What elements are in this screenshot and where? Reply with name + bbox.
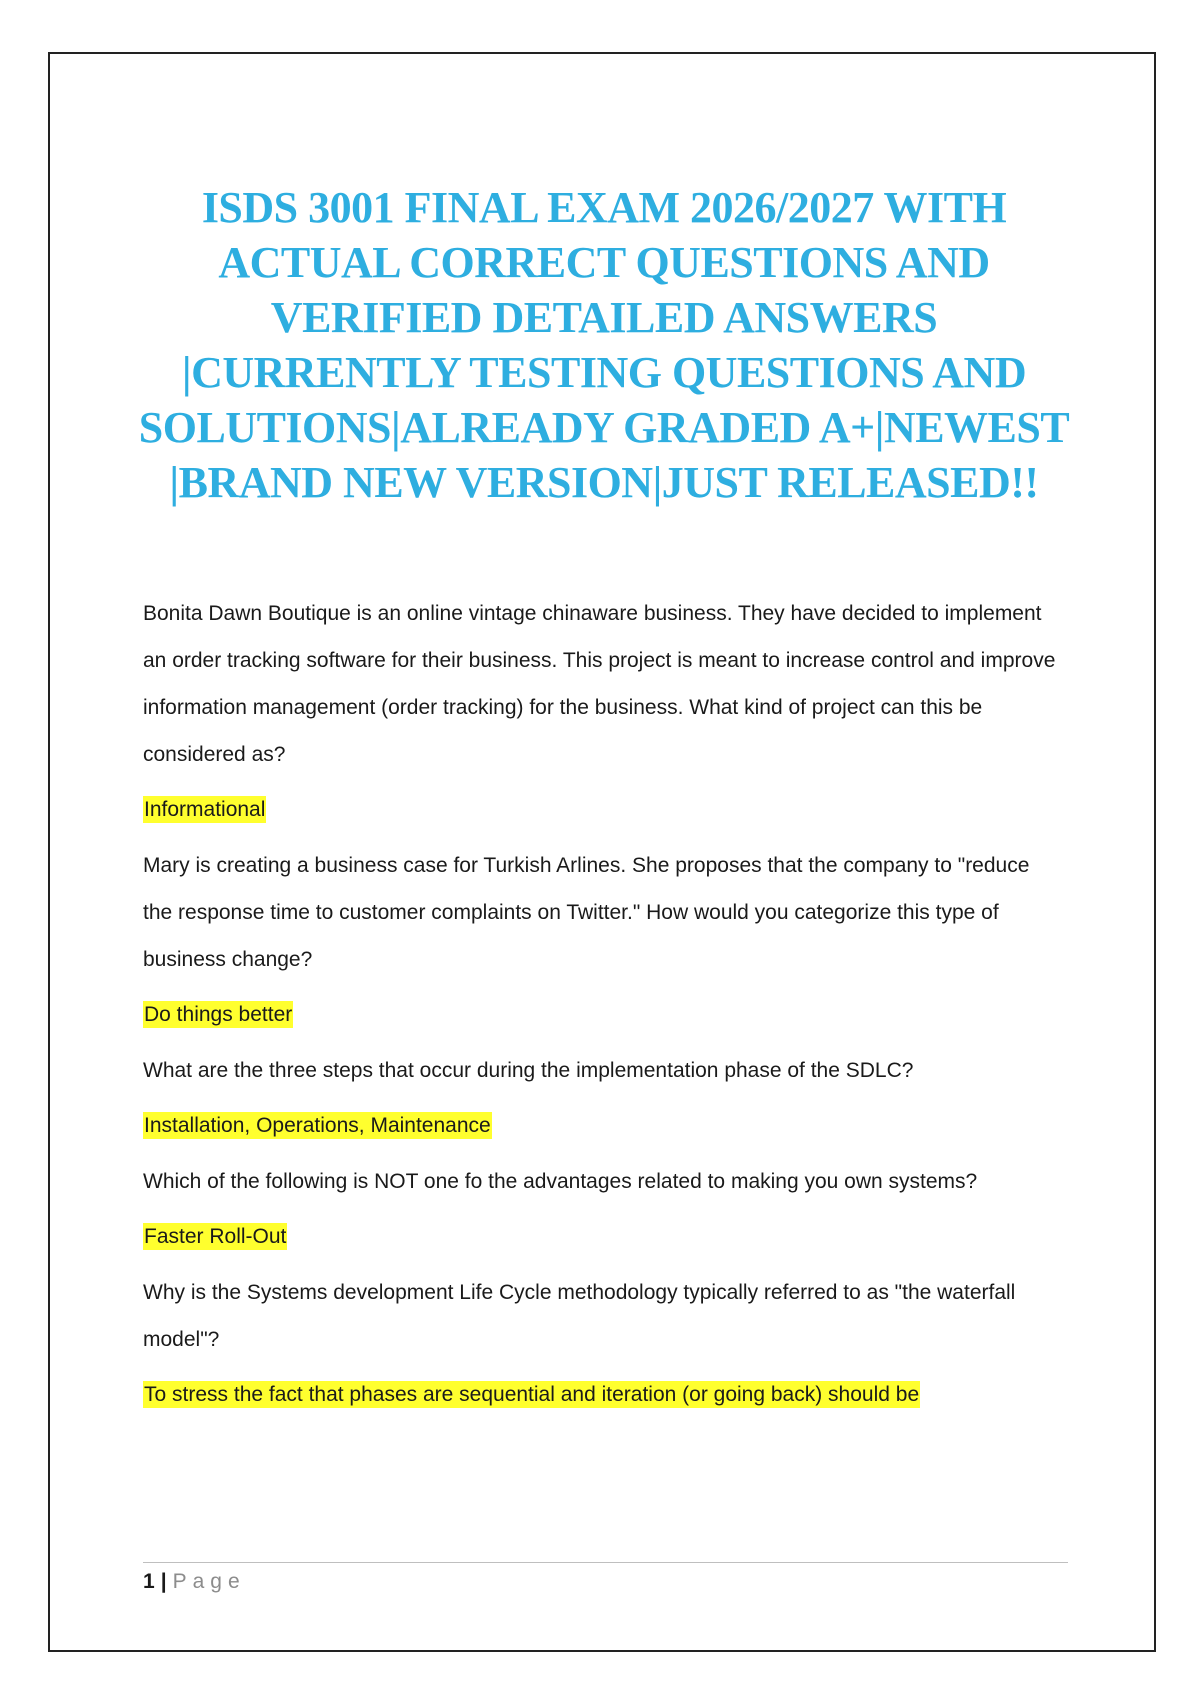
- question-5: Why is the Systems development Life Cycle methodology typically referred to as "the waterfall model"?: [143, 1281, 1016, 1351]
- question-4: Which of the following is NOT one fo the advantages related to making you own systems?: [143, 1170, 978, 1193]
- highlighted-answer-4: Faster Roll-Out: [144, 1225, 287, 1248]
- page-label: Page: [172, 1570, 246, 1593]
- highlighted-answer-2: Do things better: [144, 1003, 293, 1026]
- answer-1: [143, 795, 1063, 825]
- answer-3: [143, 1111, 1063, 1141]
- document-body: [143, 590, 1063, 1427]
- highlighted-answer-5: To stress the fact that phases are sequential and iteration (or going back) should be: [144, 1383, 920, 1406]
- page-number: 1: [143, 1570, 155, 1593]
- answer-5: [143, 1380, 1063, 1410]
- footer-divider: [143, 1562, 1068, 1563]
- footer-separator: |: [160, 1570, 167, 1593]
- page-footer: [143, 1570, 246, 1594]
- question-1: Bonita Dawn Boutique is an online vintage chinaware business. They have decided to implement an order tracking software for their business. This project is meant to increase control and improve information management (order tracking) for the business. What kind of project can this be considered as?: [143, 602, 1056, 766]
- document-title: ISDS 3001 FINAL EXAM 2026/2027 WITH ACTUAL CORRECT QUESTIONS AND VERIFIED DETAILED ANSWERS |CURRENTLY TESTING QUESTIONS AND SOLUTIONS|ALREADY GRADED A+|NEWEST |BRAND NEW VERSION|JUST RELEASED!!: [138, 183, 1070, 507]
- answer-4: [143, 1222, 1063, 1252]
- highlighted-answer-3: Installation, Operations, Maintenance: [144, 1114, 491, 1137]
- answer-2: [143, 1000, 1063, 1030]
- question-3: What are the three steps that occur during the implementation phase of the SDLC?: [143, 1059, 914, 1082]
- question-2: Mary is creating a business case for Turkish Arlines. She proposes that the company to "reduce the response time to customer complaints on Twitter." How would you categorize this type of business change?: [143, 854, 1030, 971]
- highlighted-answer-1: Informational: [144, 798, 266, 821]
